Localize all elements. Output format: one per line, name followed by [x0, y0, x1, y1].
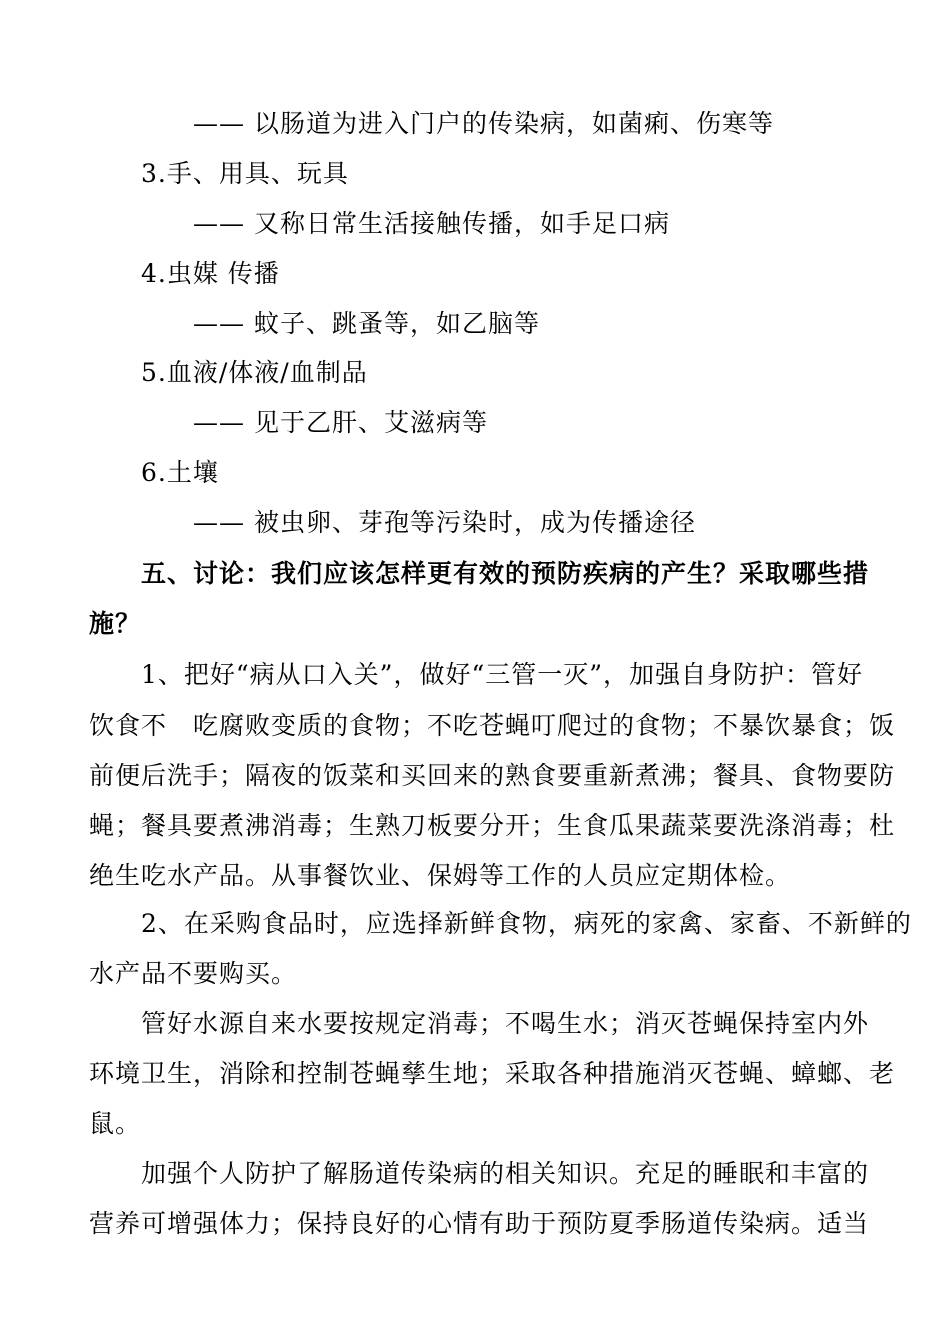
route-item-6: 6.土壤: [141, 458, 219, 487]
section-heading: 五、讨论：我们应该怎样更有效的预防疾病的产生？采取哪些措: [141, 559, 870, 588]
route-item-4: 4.虫媒 传播: [141, 259, 280, 288]
route-description-contact: —— 又称日常生活接触传播，如手足口病: [193, 209, 670, 238]
paragraph-3-line-2: 环境卫生，消除和控制苍蝇孳生地；采取各种措施消灭苍蝇、蟑螂、老: [89, 1059, 896, 1088]
paragraph-1-line-5: 绝生吃水产品。从事餐饮业、保姆等工作的人员应定期体检。: [89, 861, 792, 890]
route-item-5: 5.血液/体液/血制品: [141, 358, 368, 387]
paragraph-3-line-1: 管好水源自来水要按规定消毒；不喝生水；消灭苍蝇保持室内外: [141, 1009, 870, 1038]
route-description-intestinal: —— 以肠道为进入门户的传染病，如菌痢、伤寒等: [193, 109, 774, 138]
route-description-soil: —— 被虫卵、芽孢等污染时，成为传播途径: [193, 508, 696, 537]
paragraph-3-line-3: 鼠。: [89, 1109, 142, 1138]
route-description-blood: —— 见于乙肝、艾滋病等: [193, 408, 488, 437]
paragraph-1-line-4: 蝇；餐具要煮沸消毒；生熟刀板要分开；生食瓜果蔬菜要洗涤消毒；杜: [89, 811, 896, 840]
paragraph-1-line-1: 1、把好“病从口入关”，做好“三管一灭”，加强自身防护：管好: [141, 660, 864, 689]
route-item-3: 3.手、用具、玩具: [141, 159, 349, 188]
paragraph-2-line-1: 2、在采购食品时，应选择新鲜食物，病死的家禽、家畜、不新鲜的: [141, 909, 912, 938]
paragraph-4-line-1: 加强个人防护了解肠道传染病的相关知识。充足的睡眠和丰富的: [141, 1159, 870, 1188]
paragraph-2-line-2: 水产品不要购买。: [89, 959, 298, 988]
section-heading-continued: 施？: [89, 609, 142, 638]
paragraph-4-line-2: 营养可增强体力；保持良好的心情有助于预防夏季肠道传染病。适当: [89, 1209, 870, 1238]
route-description-insect: —— 蚊子、跳蚤等，如乙脑等: [193, 309, 540, 338]
paragraph-1-line-2: 饮食不 吃腐败变质的食物；不吃苍蝇叮爬过的食物；不暴饮暴食；饭: [89, 711, 896, 740]
paragraph-1-line-3: 前便后洗手；隔夜的饭菜和买回来的熟食要重新煮沸；餐具、食物要防: [89, 761, 896, 790]
